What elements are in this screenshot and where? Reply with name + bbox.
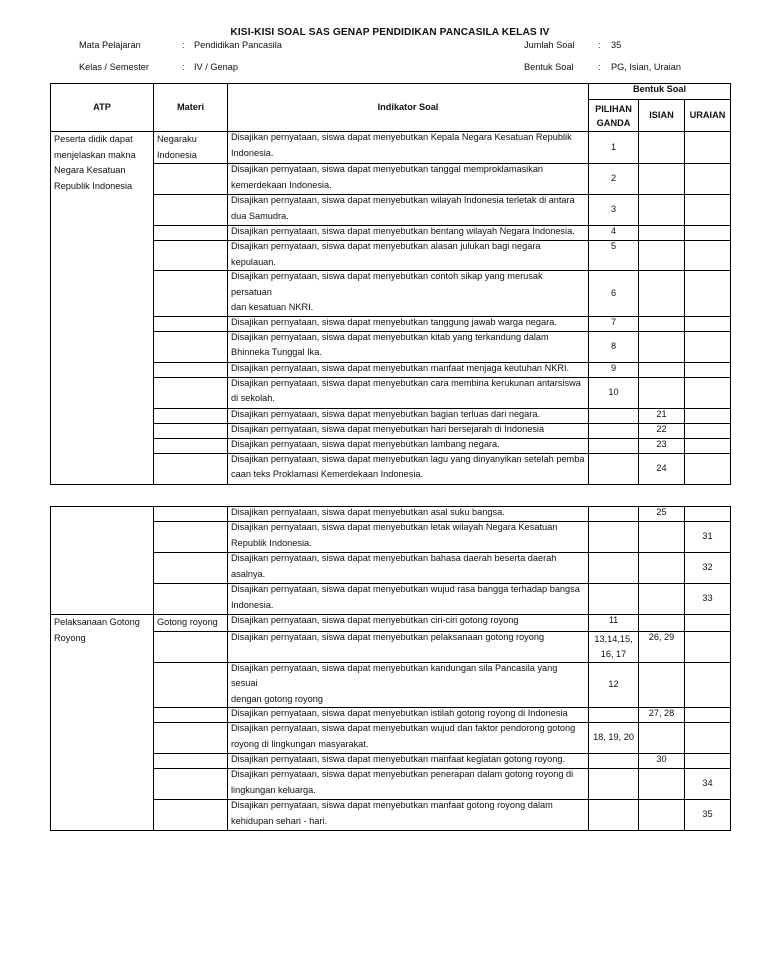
materi-empty-cell [154,377,228,408]
isian-cell [639,553,685,584]
pg-value: 4 [610,226,617,236]
indikator-line: Disajikan pernyataan, siswa dapat menyebutkan tanggal memproklamasikan [231,164,544,174]
uraian-value: 34 [702,778,713,789]
uraian-cell [685,408,731,423]
indikator-text [231,376,585,407]
pg-cell [589,331,639,362]
uraian-cell [685,132,731,164]
indikator-text [231,315,585,331]
indikator-line: Indonesia. [231,147,274,158]
indikator-cell [228,331,589,362]
indikator-cell [228,377,589,408]
atp-cell-line: Negara Kesatuan [54,165,126,175]
indikator-text [231,613,585,629]
kisi-table-1 [50,83,731,485]
pg-cell [589,662,639,708]
header-materi: Materi [154,84,228,132]
indikator-line: Disajikan pernyataan, siswa dapat menyebutkan hari bersejarah di Indonesia [231,423,545,434]
uraian-cell [685,164,731,195]
uraian-cell [685,423,731,438]
materi-cell [154,132,228,164]
indikator-text [231,422,585,438]
indikator-text [231,269,585,316]
indikator-line: Disajikan pernyataan, siswa dapat menyebutkan asal suku bangsa. [231,507,505,517]
indikator-line: Disajikan pernyataan, siswa dapat menyebutkan lagu yang dinyanyikan setelah pemba [231,453,585,464]
indikator-line: Disajikan pernyataan, siswa dapat menyebutkan ciri-ciri gotong royong [231,615,519,625]
jumlah-value: 35 [611,40,622,50]
header-indikator: Indikator Soal [228,84,589,132]
materi-empty-cell [154,453,228,484]
indikator-cell [228,553,589,584]
bentuk-value: PG, Isian, Uraian [611,62,681,72]
indikator-text [231,239,585,270]
indikator-text [231,520,585,551]
indikator-line: Disajikan pernyataan, siswa dapat menyebutkan tanggung jawab warga negara. [231,316,557,327]
isian-cell [639,584,685,615]
materi-empty-cell [154,271,228,317]
isian-cell [639,507,685,522]
pg-cell [589,195,639,226]
isian-cell [639,615,685,632]
atp-cell-line: Royong [54,632,86,643]
materi-empty-cell [154,584,228,615]
pg-cell [589,615,639,632]
isian-cell [639,195,685,226]
indikator-line: Disajikan pernyataan, siswa dapat menyebutkan istilah gotong royong di Indonesia [231,708,568,718]
indikator-text [231,407,585,423]
pg-cell-multi [589,631,639,662]
indikator-line: Bhinneka Tunggal Ika. [231,347,322,357]
indikator-cell [228,584,589,615]
kelas-value: IV / Genap [194,62,238,72]
pg-cell [589,377,639,408]
table-row [51,132,731,164]
atp-cell [51,615,154,831]
isian-value: 27, 28 [648,708,675,718]
indikator-line: Indonesia. [231,599,274,610]
indikator-text [231,130,585,161]
atp-cell-line: menjelaskan makna [54,149,136,160]
isian-cell [639,438,685,453]
uraian-cell [685,631,731,662]
indikator-cell [228,164,589,195]
indikator-cell [228,241,589,271]
pg-cell [589,438,639,453]
uraian-cell [685,362,731,377]
uraian-cell [685,271,731,317]
isian-cell [639,631,685,662]
indikator-line: kehidupan sehari - hari. [231,815,328,826]
materi-empty-cell [154,723,228,754]
indikator-line: Disajikan pernyataan, siswa dapat menyebutkan wilayah Indonesia terletak di antara [231,195,575,205]
indikator-text [231,551,585,582]
pg-cell [589,241,639,271]
pg-cell [589,362,639,377]
indikator-cell [228,631,589,662]
header-pilihan-ganda [589,100,639,132]
uraian-cell [685,226,731,241]
materi-cell [154,615,228,632]
indikator-text [231,224,585,240]
uraian-cell [685,800,731,831]
indikator-line: dan kesatuan NKRI. [231,302,314,312]
pg-value-line: 16, 17 [600,648,627,659]
uraian-cell [685,316,731,331]
indikator-line: Disajikan pernyataan, siswa dapat menyebutkan alasan julukan bagi negara kepulauan. [231,241,541,267]
indikator-text [231,767,585,798]
isian-cell [639,708,685,723]
pg-cell [589,522,639,553]
isian-value: 25 [656,507,667,517]
isian-cell [639,241,685,271]
isian-value: 30 [656,754,667,764]
indikator-text [231,437,585,453]
bentuk-label: Bentuk Soal [524,62,574,72]
isian-value: 22 [656,423,667,434]
isian-cell [639,408,685,423]
uraian-cell [685,331,731,362]
materi-empty-cell [154,226,228,241]
colon: : [598,40,601,50]
uraian-value: 35 [702,809,713,820]
uraian-value: 32 [702,562,713,573]
uraian-cell [685,453,731,484]
jumlah-label: Jumlah Soal [524,40,575,50]
uraian-cell [685,195,731,226]
materi-cell-line: Gotong royong [157,617,218,627]
indikator-text [231,721,585,752]
materi-cell-line: Negaraku [157,134,197,144]
indikator-cell [228,453,589,484]
pg-cell [589,316,639,331]
pg-value: 9 [610,362,617,373]
uraian-cell [685,438,731,453]
indikator-line: kemerdekaan Indonesia. [231,179,332,190]
indikator-cell [228,271,589,317]
pg-cell [589,423,639,438]
mapel-value: Pendidikan Pancasila [194,40,282,50]
indikator-line: Disajikan pernyataan, siswa dapat menyebutkan wujud dan faktor pendorong gotong [231,723,576,733]
uraian-cell [685,241,731,271]
atp-cell [51,132,154,485]
uraian-cell [685,708,731,723]
pg-value: 8 [610,340,617,351]
indikator-cell [228,769,589,800]
indikator-line: di sekolah. [231,393,275,403]
indikator-text [231,752,585,768]
materi-empty-cell [154,507,228,522]
isian-cell [639,316,685,331]
indikator-line: Disajikan pernyataan, siswa dapat menyebutkan kitab yang terkandung dalam [231,331,549,342]
colon: : [598,62,601,72]
indikator-line: Disajikan pernyataan, siswa dapat menyebutkan bentang wilayah Negara Indonesia. [231,226,575,236]
isian-cell [639,769,685,800]
uraian-value: 33 [702,593,713,604]
pg-cell [589,226,639,241]
uraian-cell [685,662,731,708]
indikator-text [231,452,585,483]
indikator-line: caan teks Proklamasi Kemerdekaan Indonesia. [231,469,424,479]
uraian-cell [685,769,731,800]
indikator-line: dengan gotong royong [231,693,323,704]
materi-empty-cell [154,423,228,438]
indikator-line: Disajikan pernyataan, siswa dapat menyebutkan lambang negara. [231,438,500,449]
indikator-cell [228,423,589,438]
indikator-text [231,361,585,377]
indikator-line: dua Samudra. [231,210,289,221]
pg-cell [589,453,639,484]
indikator-line: Disajikan pernyataan, siswa dapat menyebutkan bahasa daerah beserta daerah [231,553,557,563]
uraian-cell [685,507,731,522]
isian-value: 24 [656,462,667,473]
materi-empty-cell [154,241,228,271]
atp-cell-line: Peserta didik dapat [54,134,133,144]
materi-empty-cell [154,769,228,800]
indikator-line: Disajikan pernyataan, siswa dapat menyebutkan cara membina kerukunan antarsiswa [231,377,581,388]
isian-value: 21 [656,408,667,419]
indikator-text [231,582,585,613]
pg-cell [589,800,639,831]
pg-value: 11 [608,615,619,625]
isian-cell [639,271,685,317]
indikator-line: lingkungan keluarga. [231,784,316,795]
atp-cell-line: Pelaksanaan Gotong [54,617,140,627]
pg-value-line: 13,14,15, [594,633,633,644]
pg-value: 7 [610,316,617,327]
indikator-line: Disajikan pernyataan, siswa dapat menyebutkan contoh sikap yang merusak persatuan [231,271,543,297]
indikator-cell [228,723,589,754]
pg-value: 1 [610,141,617,152]
pg-cell [589,271,639,317]
atp-empty-cell [51,507,154,615]
indikator-text [231,162,585,193]
pg-cell [589,132,639,164]
isian-cell [639,754,685,769]
indikator-text [231,630,585,646]
isian-cell [639,164,685,195]
isian-cell [639,226,685,241]
isian-cell [639,522,685,553]
isian-cell [639,453,685,484]
materi-empty-cell [154,662,228,708]
pg-cell [589,708,639,723]
mapel-label: Mata Pelajaran [79,40,141,50]
indikator-text [231,505,585,521]
materi-empty-cell [154,553,228,584]
indikator-cell [228,362,589,377]
materi-empty-cell [154,164,228,195]
atp-cell-line: Republik Indonesia [54,180,133,191]
indikator-line: Disajikan pernyataan, siswa dapat menyebutkan letak wilayah Negara Kesatuan [231,522,558,532]
isian-cell [639,377,685,408]
indikator-cell [228,800,589,831]
indikator-cell [228,195,589,226]
document-title: KISI-KISI SOAL SAS GENAP PENDIDIKAN PANCASILA KELAS IV [230,27,550,38]
kisi-table-2 [50,506,731,831]
header-bentuk-soal: Bentuk Soal [589,84,731,100]
indikator-text [231,706,585,722]
isian-value: 26, 29 [648,631,675,642]
header-pg-line1: PILIHAN [595,103,632,114]
indikator-line: Disajikan pernyataan, siswa dapat menyebutkan kandungan sila Pancasila yang sesuai [231,662,558,688]
indikator-text [231,798,585,829]
indikator-cell [228,316,589,331]
indikator-text [231,330,585,361]
header-pg-line2: GANDA [596,117,631,128]
indikator-line: Disajikan pernyataan, siswa dapat menyebutkan penerapan dalam gotong royong di [231,769,574,779]
uraian-cell [685,377,731,408]
colon: : [182,40,185,50]
materi-empty-cell [154,331,228,362]
indikator-line: asalnya. [231,568,266,579]
indikator-cell [228,408,589,423]
uraian-cell [685,723,731,754]
pg-value: 12 [608,679,619,689]
materi-cell-line: Indonesia [157,149,197,160]
isian-cell [639,662,685,708]
materi-empty-cell [154,754,228,769]
materi-empty-cell [154,408,228,423]
materi-empty-cell [154,195,228,226]
pg-cell [589,553,639,584]
pg-cell [589,584,639,615]
pg-value: 5 [610,241,617,251]
indikator-text [231,193,585,224]
indikator-line: Disajikan pernyataan, siswa dapat menyebutkan bagian terluas dari negara. [231,408,540,419]
indikator-line: Disajikan pernyataan, siswa dapat menyebutkan wujud rasa bangga terhadap bangsa [231,584,580,594]
indikator-cell [228,132,589,164]
materi-empty-cell [154,708,228,723]
indikator-line: Disajikan pernyataan, siswa dapat menyebutkan manfaat kegiatan gotong royong. [231,754,566,764]
indikator-cell [228,522,589,553]
indikator-cell [228,662,589,708]
indikator-text [231,661,585,708]
header-uraian: URAIAN [685,100,731,132]
indikator-line: Disajikan pernyataan, siswa dapat menyebutkan manfaat gotong royong dalam [231,800,553,810]
pg-cell [589,754,639,769]
header-atp: ATP [51,84,154,132]
pg-cell [589,723,639,754]
uraian-cell [685,615,731,632]
uraian-cell [685,522,731,553]
kelas-label: Kelas / Semester [79,62,149,72]
indikator-line: Republik Indonesia. [231,537,312,548]
uraian-cell [685,553,731,584]
isian-cell [639,800,685,831]
materi-empty-cell [154,316,228,331]
isian-cell [639,362,685,377]
pg-cell [589,408,639,423]
pg-cell [589,769,639,800]
isian-value: 23 [656,438,667,449]
indikator-line: Disajikan pernyataan, siswa dapat menyebutkan pelaksanaan gotong royong [231,631,545,642]
materi-empty-cell [154,438,228,453]
isian-cell [639,132,685,164]
materi-empty-cell [154,800,228,831]
indikator-line: Disajikan pernyataan, siswa dapat menyebutkan Kepala Negara Kesatuan Republik [231,132,572,142]
materi-empty-cell [154,631,228,662]
uraian-cell [685,584,731,615]
pg-cell [589,507,639,522]
materi-empty-cell [154,362,228,377]
pg-value: 3 [610,204,617,215]
pg-value: 6 [610,287,617,298]
isian-cell [639,423,685,438]
indikator-line: royong di lingkungan masyarakat. [231,738,369,749]
isian-cell [639,723,685,754]
uraian-cell [685,754,731,769]
colon: : [182,62,185,72]
pg-cell [589,164,639,195]
indikator-line: Disajikan pernyataan, siswa dapat menyebutkan manfaat menjaga keutuhan NKRI. [231,362,570,373]
pg-value: 10 [608,386,619,397]
pg-value: 18, 19, 20 [593,732,634,743]
uraian-value: 31 [702,531,713,542]
materi-empty-cell [154,522,228,553]
isian-cell [639,331,685,362]
header-isian: ISIAN [639,100,685,132]
pg-value: 2 [610,173,617,184]
